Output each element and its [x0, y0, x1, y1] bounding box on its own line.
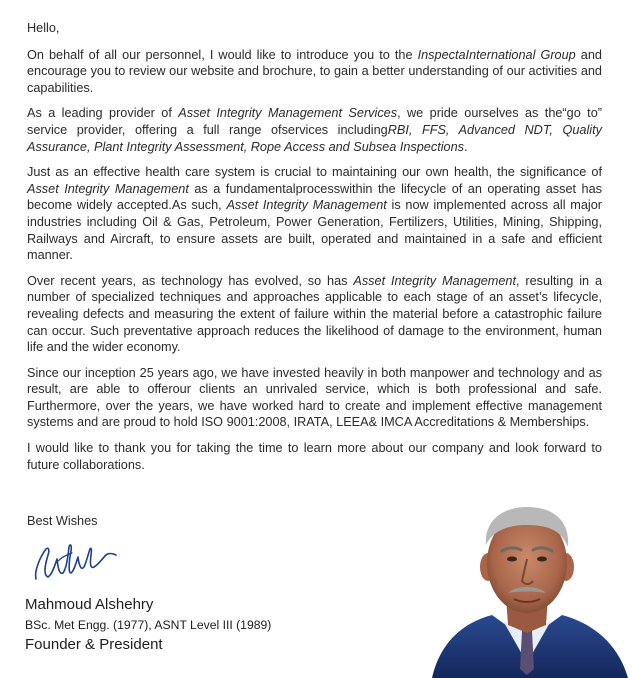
paragraph-technology	[27, 273, 602, 356]
aim-term: Asset Integrity Management	[353, 273, 517, 288]
aim-term: Asset Integrity Management	[27, 181, 189, 196]
signatory-credentials: BSc. Met Engg. (1977), ASNT Level III (1989)	[25, 618, 272, 632]
paragraph-significance	[27, 164, 602, 264]
p4-text-a: Over recent years, as technology has evolved, so has	[27, 273, 354, 288]
closing: Best Wishes	[27, 514, 98, 528]
paragraph-services	[27, 105, 602, 155]
p1-text-a: On behalf of all our personnel, I would like to introduce you to the	[27, 47, 418, 62]
p2-text-e: .	[464, 139, 468, 154]
p2-text-c: , we pride ourselves as the“go to” service provider, offering a full range ofservices including	[27, 106, 602, 137]
letter-body	[27, 20, 602, 482]
paragraph-introduction	[27, 47, 602, 97]
signatory-title: Founder & President	[25, 636, 163, 653]
p1-text-c: and encourage you to review our website and brochure, to gain a better understanding of our activities and capabilities.	[27, 47, 602, 95]
paragraph-history: Since our inception 25 years ago, we have invested heavily in both manpower and technology and as result, are able to offerour clients an unrivaled service, which is both professional and safe. Furthermore, over the years, we have worked hard to create and implement effective management systems and are proud to hold ISO 9001:2008, IRATA, LEEA& IMCA Accreditations & Memberships.	[27, 365, 602, 430]
p3-text-e: is now implemented across all major industries including Oil & Gas, Petroleum, Power Generation, Fertilizers, Utilities, Mining, Shipping, Railways and Aircraft, to ensure assets are built, operated and maintained in a safe and efficient manner.	[27, 198, 603, 263]
company-name: InspectaInternational Group	[417, 47, 576, 62]
p3-text-a: Just as an effective health care system is crucial to maintaining our own health, the significance of	[27, 165, 602, 180]
greeting: Hello,	[27, 21, 60, 35]
signatory-name: Mahmoud Alshehry	[25, 596, 154, 613]
p3-text-c: as a fundamentalprocesswithin the lifecycle of an operating asset has become widely accepted.As such,	[27, 181, 603, 213]
service-name: Asset Integrity Management Services	[178, 106, 398, 121]
founder-portrait-icon	[422, 493, 632, 678]
p4-text-c: , resulting in a number of specialized techniques and approaches applicable to each stage of an asset’s lifecycle, revealing defects and measuring the extent of failure within the material before a catastrophic failure can occur. Such preventative approach reduces the likelihood of damage to the environment, human life and the wider economy.	[27, 273, 603, 355]
aim-term: Asset Integrity Management	[226, 198, 387, 213]
paragraph-thanks: I would like to thank you for taking the time to learn more about our company and look forward to future collaborations.	[27, 441, 602, 472]
services-list: RBI, FFS, Advanced NDT, Quality Assurance, Plant Integrity Assessment, Rope Access and Subsea Inspections	[27, 122, 602, 154]
p2-text-a: As a leading provider of	[27, 106, 179, 121]
handwritten-signature-icon	[28, 535, 128, 587]
